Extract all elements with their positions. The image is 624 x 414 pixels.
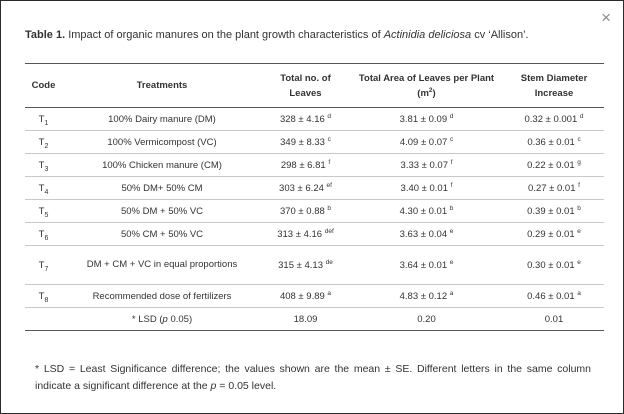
table-row: [25, 177, 604, 200]
leaves-cell: 298 ± 6.81 $^f$: [262, 154, 349, 177]
leaf-area-cell: 3.33 ± 0.07 $^f$: [349, 154, 504, 177]
treatment-cell: Recommended dose of fertilizers: [62, 285, 262, 308]
stem-diameter-cell: 0.39 ± 0.01 $^b$: [504, 200, 604, 223]
header-treatments: Treatments: [62, 64, 262, 108]
code-cell: $T_4$: [25, 177, 62, 200]
lsd-leaf-area-cell: 0.20: [349, 308, 504, 331]
caption-label: Table 1.: [25, 29, 66, 41]
leaf-area-cell: 3.63 ± 0.04 $^e$: [349, 223, 504, 246]
treatment-cell: 100% Dairy manure (DM): [62, 108, 262, 131]
leaf-area-cell: 3.81 ± 0.09 $^d$: [349, 108, 504, 131]
header-leaf-area-text: Total Area of Leaves per Plant: [358, 72, 495, 84]
leaf-area-cell: 4.83 ± 0.12 $^a$: [349, 285, 504, 308]
header-leaf-area-unit: $(m^2)$: [417, 86, 436, 99]
stem-diameter-cell: 0.46 ± 0.01 $^a$: [504, 285, 604, 308]
header-row: [25, 64, 604, 108]
results-table: [25, 63, 604, 331]
close-icon[interactable]: ×: [601, 8, 611, 27]
leaf-area-cell: 4.30 ± 0.01 $^b$: [349, 200, 504, 223]
leaf-area-cell: 3.40 ± 0.01 $^f$: [349, 177, 504, 200]
footnote-level: = 0.05 level.: [216, 380, 277, 392]
table-row: [25, 223, 604, 246]
table-row: [25, 108, 604, 131]
stem-diameter-cell: 0.29 ± 0.01 $^e$: [504, 223, 604, 246]
treatment-cell: 50% DM + 50% VC: [62, 200, 262, 223]
stem-diameter-cell: 0.36 ± 0.01 $^c$: [504, 131, 604, 154]
leaves-cell: 408 ± 9.89 $^a$: [262, 285, 349, 308]
caption-species: Actinidia deliciosa: [383, 29, 472, 41]
lsd-leaves-cell: 18.09: [262, 308, 349, 331]
leaves-cell: 370 ± 0.88 $^b$: [262, 200, 349, 223]
header-code: Code: [25, 64, 62, 108]
treatment-cell: 50% DM+ 50% CM: [62, 177, 262, 200]
table-caption: [25, 29, 529, 41]
treatment-cell: 100% Chicken manure (CM): [62, 154, 262, 177]
stem-diameter-cell: 0.30 ± 0.01 $^e$: [504, 246, 604, 285]
code-cell: $T_2$: [25, 131, 62, 154]
header-leaf-area: [349, 64, 504, 108]
header-stem-diameter: Stem Diameter Increase: [504, 64, 604, 108]
leaf-area-cell: 4.09 ± 0.07 $^c$: [349, 131, 504, 154]
caption-cultivar: cv ‘Allison’.: [471, 29, 529, 41]
lsd-stem-diameter-cell: 0.01: [504, 308, 604, 331]
table-row: [25, 200, 604, 223]
stem-diameter-cell: 0.22 ± 0.01 $^g$: [504, 154, 604, 177]
table-row: [25, 246, 604, 285]
code-cell: $T_3$: [25, 154, 62, 177]
caption-text: Impact of organic manures on the plant growth characteristics of: [65, 29, 384, 41]
leaf-area-cell: 3.64 ± 0.01 $^e$: [349, 246, 504, 285]
leaves-cell: 313 ± 4.16 $^{def}$: [262, 223, 349, 246]
leaves-cell: 349 ± 8.33 $^c$: [262, 131, 349, 154]
code-cell: $T_8$: [25, 285, 62, 308]
treatment-cell: 100% Vermicompost (VC): [62, 131, 262, 154]
leaves-cell: 328 ± 4.16 $^d$: [262, 108, 349, 131]
lsd-label-cell: * LSD (p 0.05): [62, 308, 262, 331]
table-footnote: [35, 361, 591, 395]
table-row: [25, 154, 604, 177]
code-cell: $T_5$: [25, 200, 62, 223]
footnote-text: * LSD = Least Significance difference; the values shown are the mean ± SE. Different letters in the same column indicate a significant difference at the: [35, 363, 591, 392]
header-leaves: Total no. of Leaves: [262, 64, 349, 108]
code-cell: $T_6$: [25, 223, 62, 246]
code-cell: $T_1$: [25, 108, 62, 131]
table-row: [25, 131, 604, 154]
leaves-cell: 315 ± 4.13 $^{de}$: [262, 246, 349, 285]
table-row: [25, 285, 604, 308]
footnote-p: p: [210, 380, 217, 392]
lsd-empty-cell: [25, 308, 62, 331]
treatment-cell: 50% CM + 50% VC: [62, 223, 262, 246]
leaves-cell: 303 ± 6.24 $^{ef}$: [262, 177, 349, 200]
lsd-row: [25, 308, 604, 331]
stem-diameter-cell: 0.27 ± 0.01 $^f$: [504, 177, 604, 200]
treatment-cell: DM + CM + VC in equal proportions: [62, 246, 262, 285]
code-cell: $T_7$: [25, 246, 62, 285]
stem-diameter-cell: 0.32 ± 0.001 $^d$: [504, 108, 604, 131]
